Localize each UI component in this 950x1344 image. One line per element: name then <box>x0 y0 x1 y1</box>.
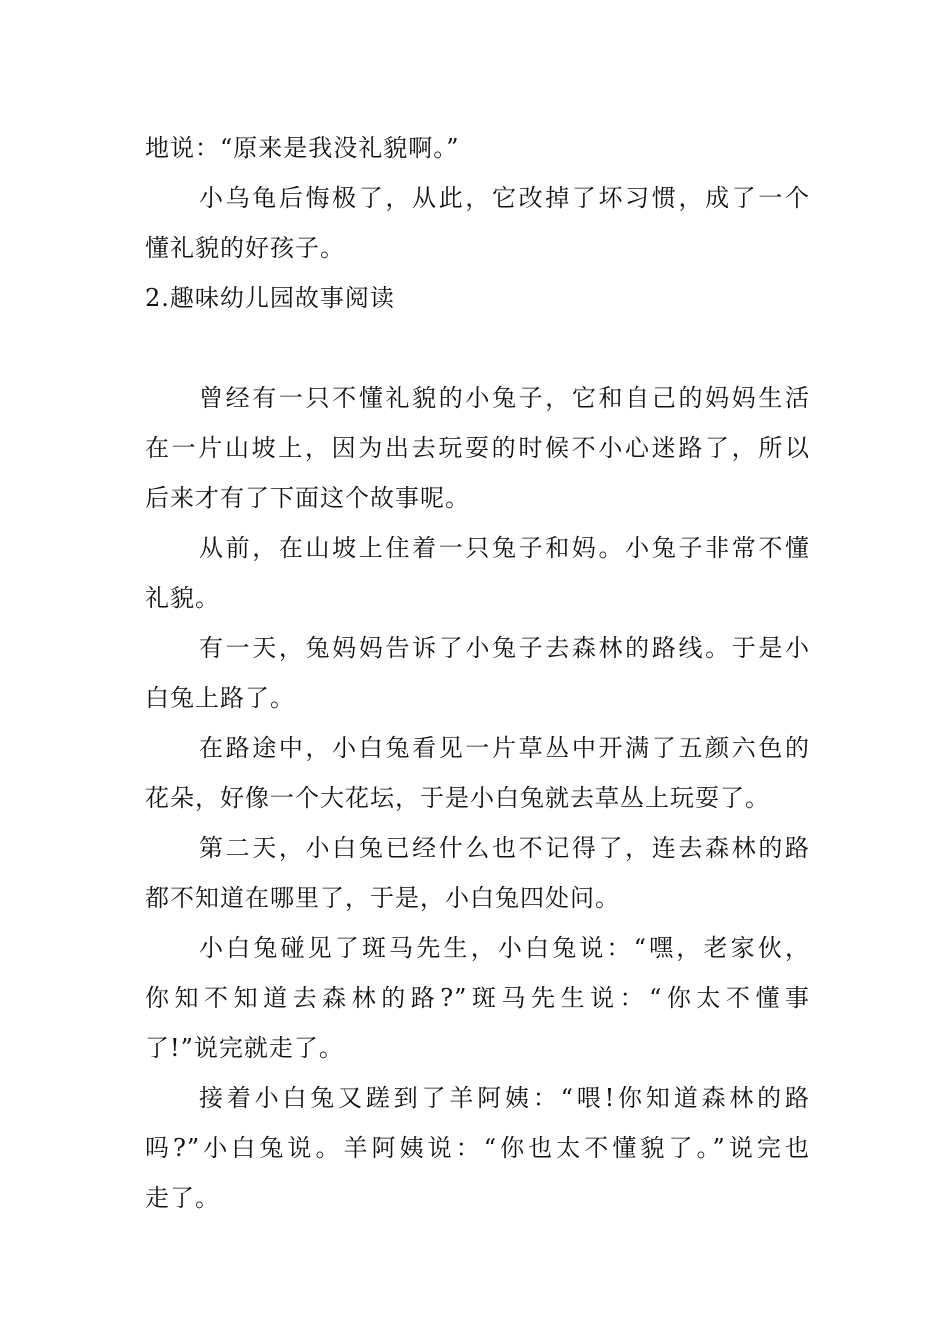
text-line-13: 花朵，好像一个大花坛，于是小白兔就去草丛上玩耍了。 <box>145 784 770 812</box>
text-line-16: 小白兔碰见了斑马先生，小白兔说：“嘿，老家伙， <box>199 934 810 962</box>
section-heading: 2.趣味幼儿园故事阅读 <box>145 284 395 312</box>
text-line-5: 曾经有一只不懂礼貌的小兔子，它和自己的妈妈生活 <box>199 384 810 412</box>
text-line-20: 吗?”小白兔说。羊阿姨说：“你也太不懂貌了。”说完也 <box>145 1134 810 1162</box>
text-line-18: 了!”说完就走了。 <box>145 1034 344 1062</box>
text-line-17: 你知不知道去森林的路?”斑马先生说：“你太不懂事 <box>145 984 810 1012</box>
text-line-12: 在路途中，小白兔看见一片草丛中开满了五颜六色的 <box>199 734 810 762</box>
text-line-19: 接着小白兔又蹉到了羊阿姨：“喂!你知道森林的路 <box>199 1084 810 1112</box>
text-line-21: 走了。 <box>145 1184 220 1212</box>
text-line-11: 白兔上路了。 <box>145 684 295 712</box>
text-line-10: 有一天，兔妈妈告诉了小兔子去森林的路线。于是小 <box>199 634 810 662</box>
text-line-2: 小乌龟后悔极了，从此，它改掉了坏习惯，成了一个 <box>199 184 810 212</box>
text-line-7: 后来才有了下面这个故事呢。 <box>145 484 470 512</box>
text-line-6: 在一片山坡上，因为出去玩耍的时候不小心迷路了，所以 <box>145 434 810 462</box>
text-line-8: 从前，在山坡上住着一只兔子和妈。小兔子非常不懂 <box>199 534 810 562</box>
text-line-15: 都不知道在哪里了，于是，小白兔四处问。 <box>145 884 620 912</box>
text-line-14: 第二天，小白兔已经什么也不记得了，连去森林的路 <box>199 834 810 862</box>
text-line-9: 礼貌。 <box>145 584 220 612</box>
text-line-3: 懂礼貌的好孩子。 <box>145 234 345 262</box>
text-line-1: 地说：“原来是我没礼貌啊。” <box>145 134 460 162</box>
